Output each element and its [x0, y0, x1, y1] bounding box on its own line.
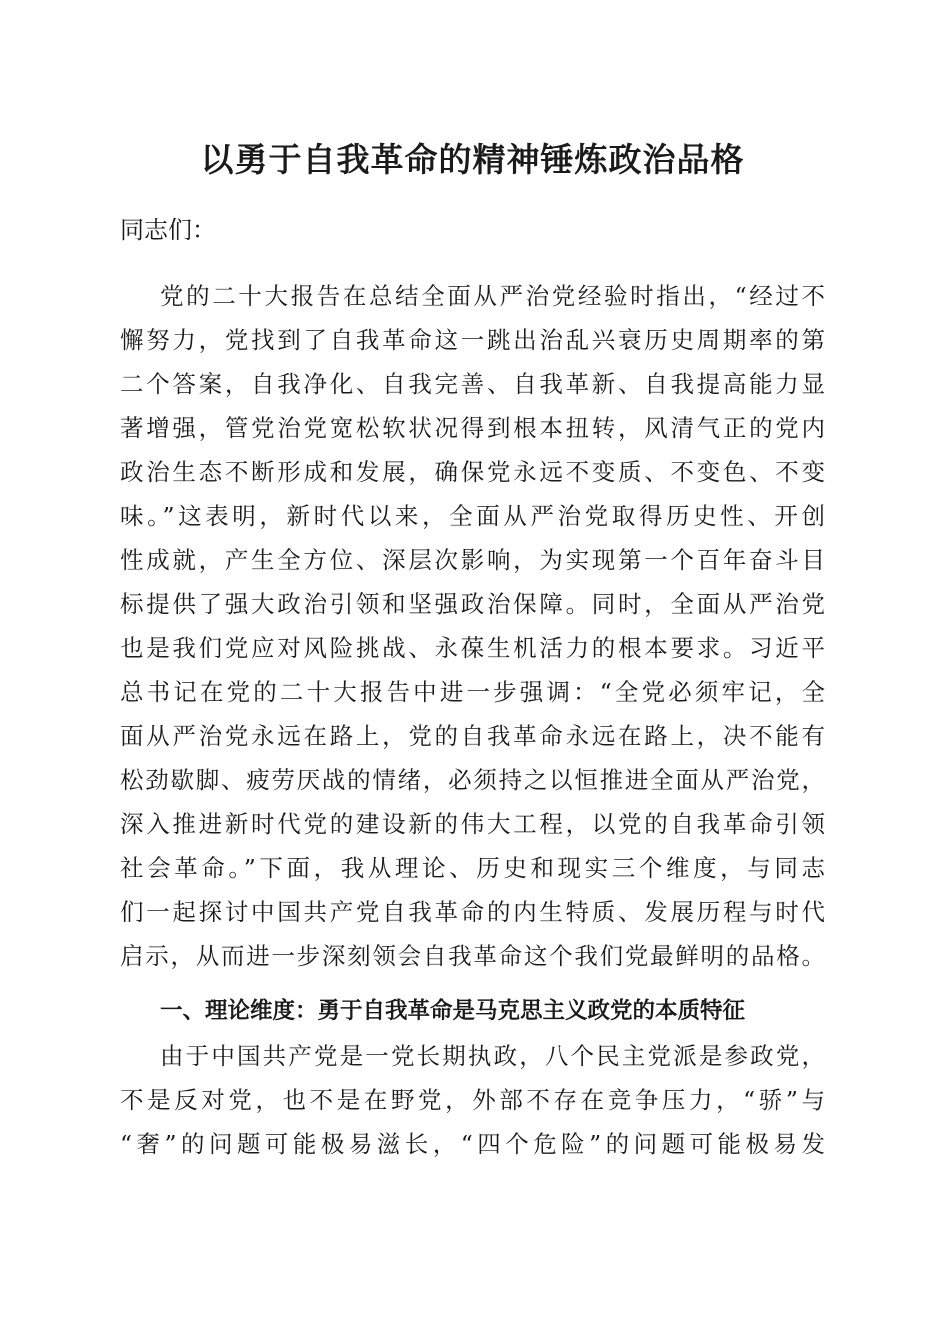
paragraph-1-line: 党的二十大报告在总结全面从严治党经验时指出，“经过不: [160, 282, 825, 310]
paragraph-2-line: “奢”的问题可能极易滋长，“四个危险”的问题可能极易发: [120, 1130, 825, 1158]
paragraph-1-line: 深入推进新时代党的建设新的伟大工程，以党的自我革命引领: [120, 810, 825, 838]
paragraph-1-line: 面从严治党永远在路上，党的自我革命永远在路上，决不能有: [120, 722, 825, 750]
paragraph-1-line: 总书记在党的二十大报告中进一步强调：“全党必须牢记，全: [120, 678, 825, 706]
paragraph-1-line: 标提供了强大政治引领和坚强政治保障。同时，全面从严治党: [120, 590, 825, 618]
paragraph-1-line: 懈努力，党找到了自我革命这一跳出治乱兴衰历史周期率的第: [120, 326, 825, 354]
salutation: 同志们：: [120, 216, 216, 244]
document-title: 以勇于自我革命的精神锤炼政治品格: [200, 140, 745, 179]
paragraph-1-line: 启示，从而进一步深刻领会自我革命这个我们党最鲜明的品格。: [120, 942, 825, 970]
paragraph-1-line: 著增强，管党治党宽松软状况得到根本扭转，风清气正的党内: [120, 414, 825, 442]
paragraph-1-line: 松劲歇脚、疲劳厌战的情绪，必须持之以恒推进全面从严治党，: [120, 766, 825, 794]
section-1-heading: 一、理论维度：勇于自我革命是马克思主义政党的本质特征: [160, 998, 746, 1024]
paragraph-2-line: 由于中国共产党是一党长期执政，八个民主党派是参政党，: [160, 1042, 825, 1070]
paragraph-1-line: 们一起探讨中国共产党自我革命的内生特质、发展历程与时代: [120, 898, 825, 926]
paragraph-1-line: 政治生态不断形成和发展，确保党永远不变质、不变色、不变: [120, 458, 825, 486]
document-page: [120, 0, 825, 1344]
paragraph-2-line: 不是反对党，也不是在野党，外部不存在竞争压力，“骄”与: [120, 1086, 825, 1114]
paragraph-1-line: 社会革命。”下面，我从理论、历史和现实三个维度，与同志: [120, 854, 825, 882]
paragraph-1-line: 味。”这表明，新时代以来，全面从严治党取得历史性、开创: [120, 502, 825, 530]
paragraph-1-line: 也是我们党应对风险挑战、永葆生机活力的根本要求。习近平: [120, 634, 825, 662]
paragraph-1-line: 二个答案，自我净化、自我完善、自我革新、自我提高能力显: [120, 370, 825, 398]
paragraph-1-line: 性成就，产生全方位、深层次影响，为实现第一个百年奋斗目: [120, 546, 825, 574]
